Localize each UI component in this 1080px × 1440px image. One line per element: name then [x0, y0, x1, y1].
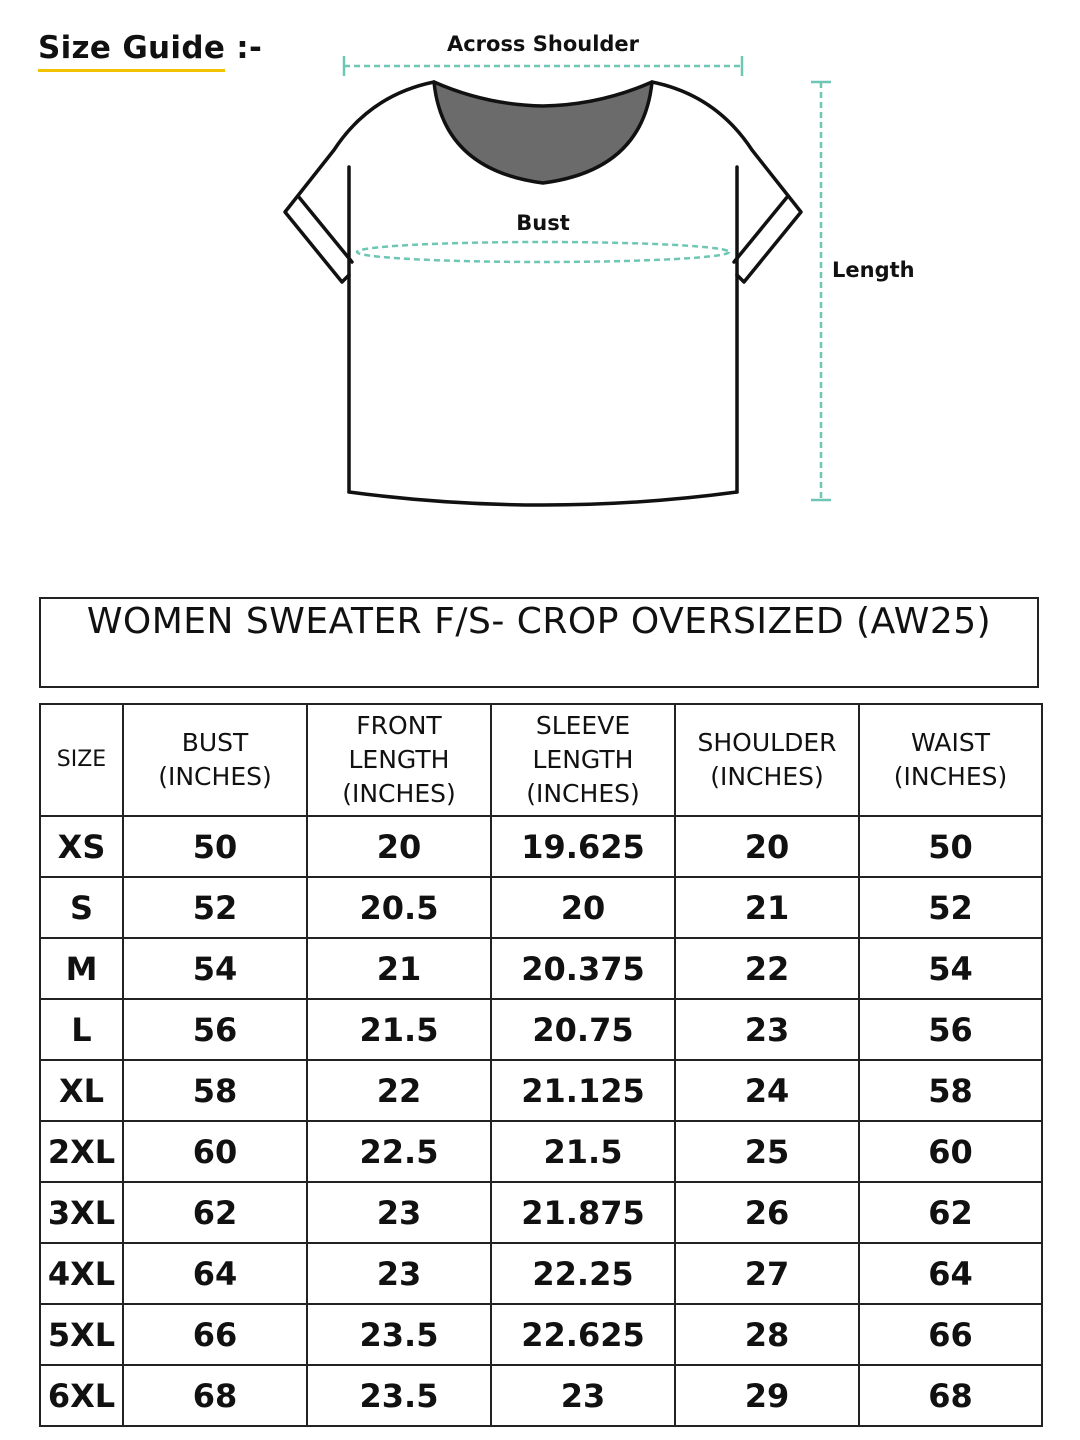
- shoulder-cell: 26: [675, 1182, 859, 1243]
- table-header-row: [40, 704, 1042, 816]
- waist-cell: 52: [859, 877, 1042, 938]
- bust-cell: 68: [123, 1365, 307, 1426]
- size-cell: 6XL: [40, 1365, 123, 1426]
- size-guide-title-main: Size Guide: [38, 30, 226, 66]
- header-waist: WAIST (INCHES): [859, 704, 1042, 816]
- shoulder-cell: 28: [675, 1304, 859, 1365]
- waist-cell: 58: [859, 1060, 1042, 1121]
- shoulder-cell: 27: [675, 1243, 859, 1304]
- bust-cell: 50: [123, 816, 307, 877]
- sleeve-length-cell: 21.875: [491, 1182, 675, 1243]
- bust-cell: 52: [123, 877, 307, 938]
- sleeve-length-cell: 21.5: [491, 1121, 675, 1182]
- size-cell: S: [40, 877, 123, 938]
- table-row: [40, 877, 1042, 938]
- header-bust: BUST (INCHES): [123, 704, 307, 816]
- shoulder-cell: 23: [675, 999, 859, 1060]
- bust-cell: 58: [123, 1060, 307, 1121]
- waist-cell: 54: [859, 938, 1042, 999]
- front-length-cell: 23.5: [307, 1365, 491, 1426]
- size-cell: L: [40, 999, 123, 1060]
- sleeve-length-cell: 22.25: [491, 1243, 675, 1304]
- sleeve-length-cell: 19.625: [491, 816, 675, 877]
- size-guide-title-suffix: :-: [225, 30, 263, 66]
- front-length-cell: 23.5: [307, 1304, 491, 1365]
- front-length-cell: 20.5: [307, 877, 491, 938]
- shoulder-cell: 21: [675, 877, 859, 938]
- bust-cell: 66: [123, 1304, 307, 1365]
- bust-label: Bust: [516, 211, 570, 235]
- front-length-cell: 21: [307, 938, 491, 999]
- header-front-length: FRONT LENGTH (INCHES): [307, 704, 491, 816]
- bust-cell: 60: [123, 1121, 307, 1182]
- waist-cell: 64: [859, 1243, 1042, 1304]
- shoulder-cell: 22: [675, 938, 859, 999]
- shoulder-cell: 25: [675, 1121, 859, 1182]
- front-length-cell: 23: [307, 1243, 491, 1304]
- size-cell: 5XL: [40, 1304, 123, 1365]
- front-length-cell: 21.5: [307, 999, 491, 1060]
- sleeve-length-cell: 22.625: [491, 1304, 675, 1365]
- table-row: [40, 816, 1042, 877]
- table-row: [40, 1182, 1042, 1243]
- waist-cell: 56: [859, 999, 1042, 1060]
- length-measure: [811, 82, 831, 500]
- table-row: [40, 1365, 1042, 1426]
- table-row: [40, 1304, 1042, 1365]
- sleeve-length-cell: 23: [491, 1365, 675, 1426]
- shoulder-cell: 24: [675, 1060, 859, 1121]
- size-cell: XL: [40, 1060, 123, 1121]
- shoulder-cell: 20: [675, 816, 859, 877]
- size-cell: 4XL: [40, 1243, 123, 1304]
- size-chart-table: [39, 703, 1043, 1427]
- table-row: [40, 999, 1042, 1060]
- table-title-box: [39, 597, 1039, 688]
- table-row: [40, 1060, 1042, 1121]
- front-length-cell: 20: [307, 816, 491, 877]
- table-row: [40, 1243, 1042, 1304]
- garment-measurement-diagram: [0, 0, 1080, 540]
- bust-measure: [357, 242, 729, 262]
- header-sleeve-length: SLEEVE LENGTH (INCHES): [491, 704, 675, 816]
- waist-cell: 68: [859, 1365, 1042, 1426]
- bust-cell: 56: [123, 999, 307, 1060]
- sleeve-length-cell: 20.75: [491, 999, 675, 1060]
- front-length-cell: 22.5: [307, 1121, 491, 1182]
- front-length-cell: 22: [307, 1060, 491, 1121]
- header-size: SIZE: [40, 704, 123, 816]
- across-shoulder-measure: [344, 56, 742, 76]
- size-cell: XS: [40, 816, 123, 877]
- header-shoulder: SHOULDER (INCHES): [675, 704, 859, 816]
- waist-cell: 50: [859, 816, 1042, 877]
- bust-cell: 62: [123, 1182, 307, 1243]
- waist-cell: 60: [859, 1121, 1042, 1182]
- across-shoulder-label: Across Shoulder: [446, 32, 640, 56]
- table-row: [40, 938, 1042, 999]
- table-title: WOMEN SWEATER F/S- CROP OVERSIZED (AW25): [86, 601, 992, 642]
- waist-cell: 62: [859, 1182, 1042, 1243]
- table-row: [40, 1121, 1042, 1182]
- sleeve-length-cell: 20.375: [491, 938, 675, 999]
- tshirt-outline: [285, 82, 801, 505]
- sleeve-length-cell: 21.125: [491, 1060, 675, 1121]
- bust-cell: 54: [123, 938, 307, 999]
- size-cell: M: [40, 938, 123, 999]
- shoulder-cell: 29: [675, 1365, 859, 1426]
- sleeve-length-cell: 20: [491, 877, 675, 938]
- length-label: Length: [832, 258, 915, 282]
- front-length-cell: 23: [307, 1182, 491, 1243]
- waist-cell: 66: [859, 1304, 1042, 1365]
- size-cell: 2XL: [40, 1121, 123, 1182]
- size-cell: 3XL: [40, 1182, 123, 1243]
- bust-cell: 64: [123, 1243, 307, 1304]
